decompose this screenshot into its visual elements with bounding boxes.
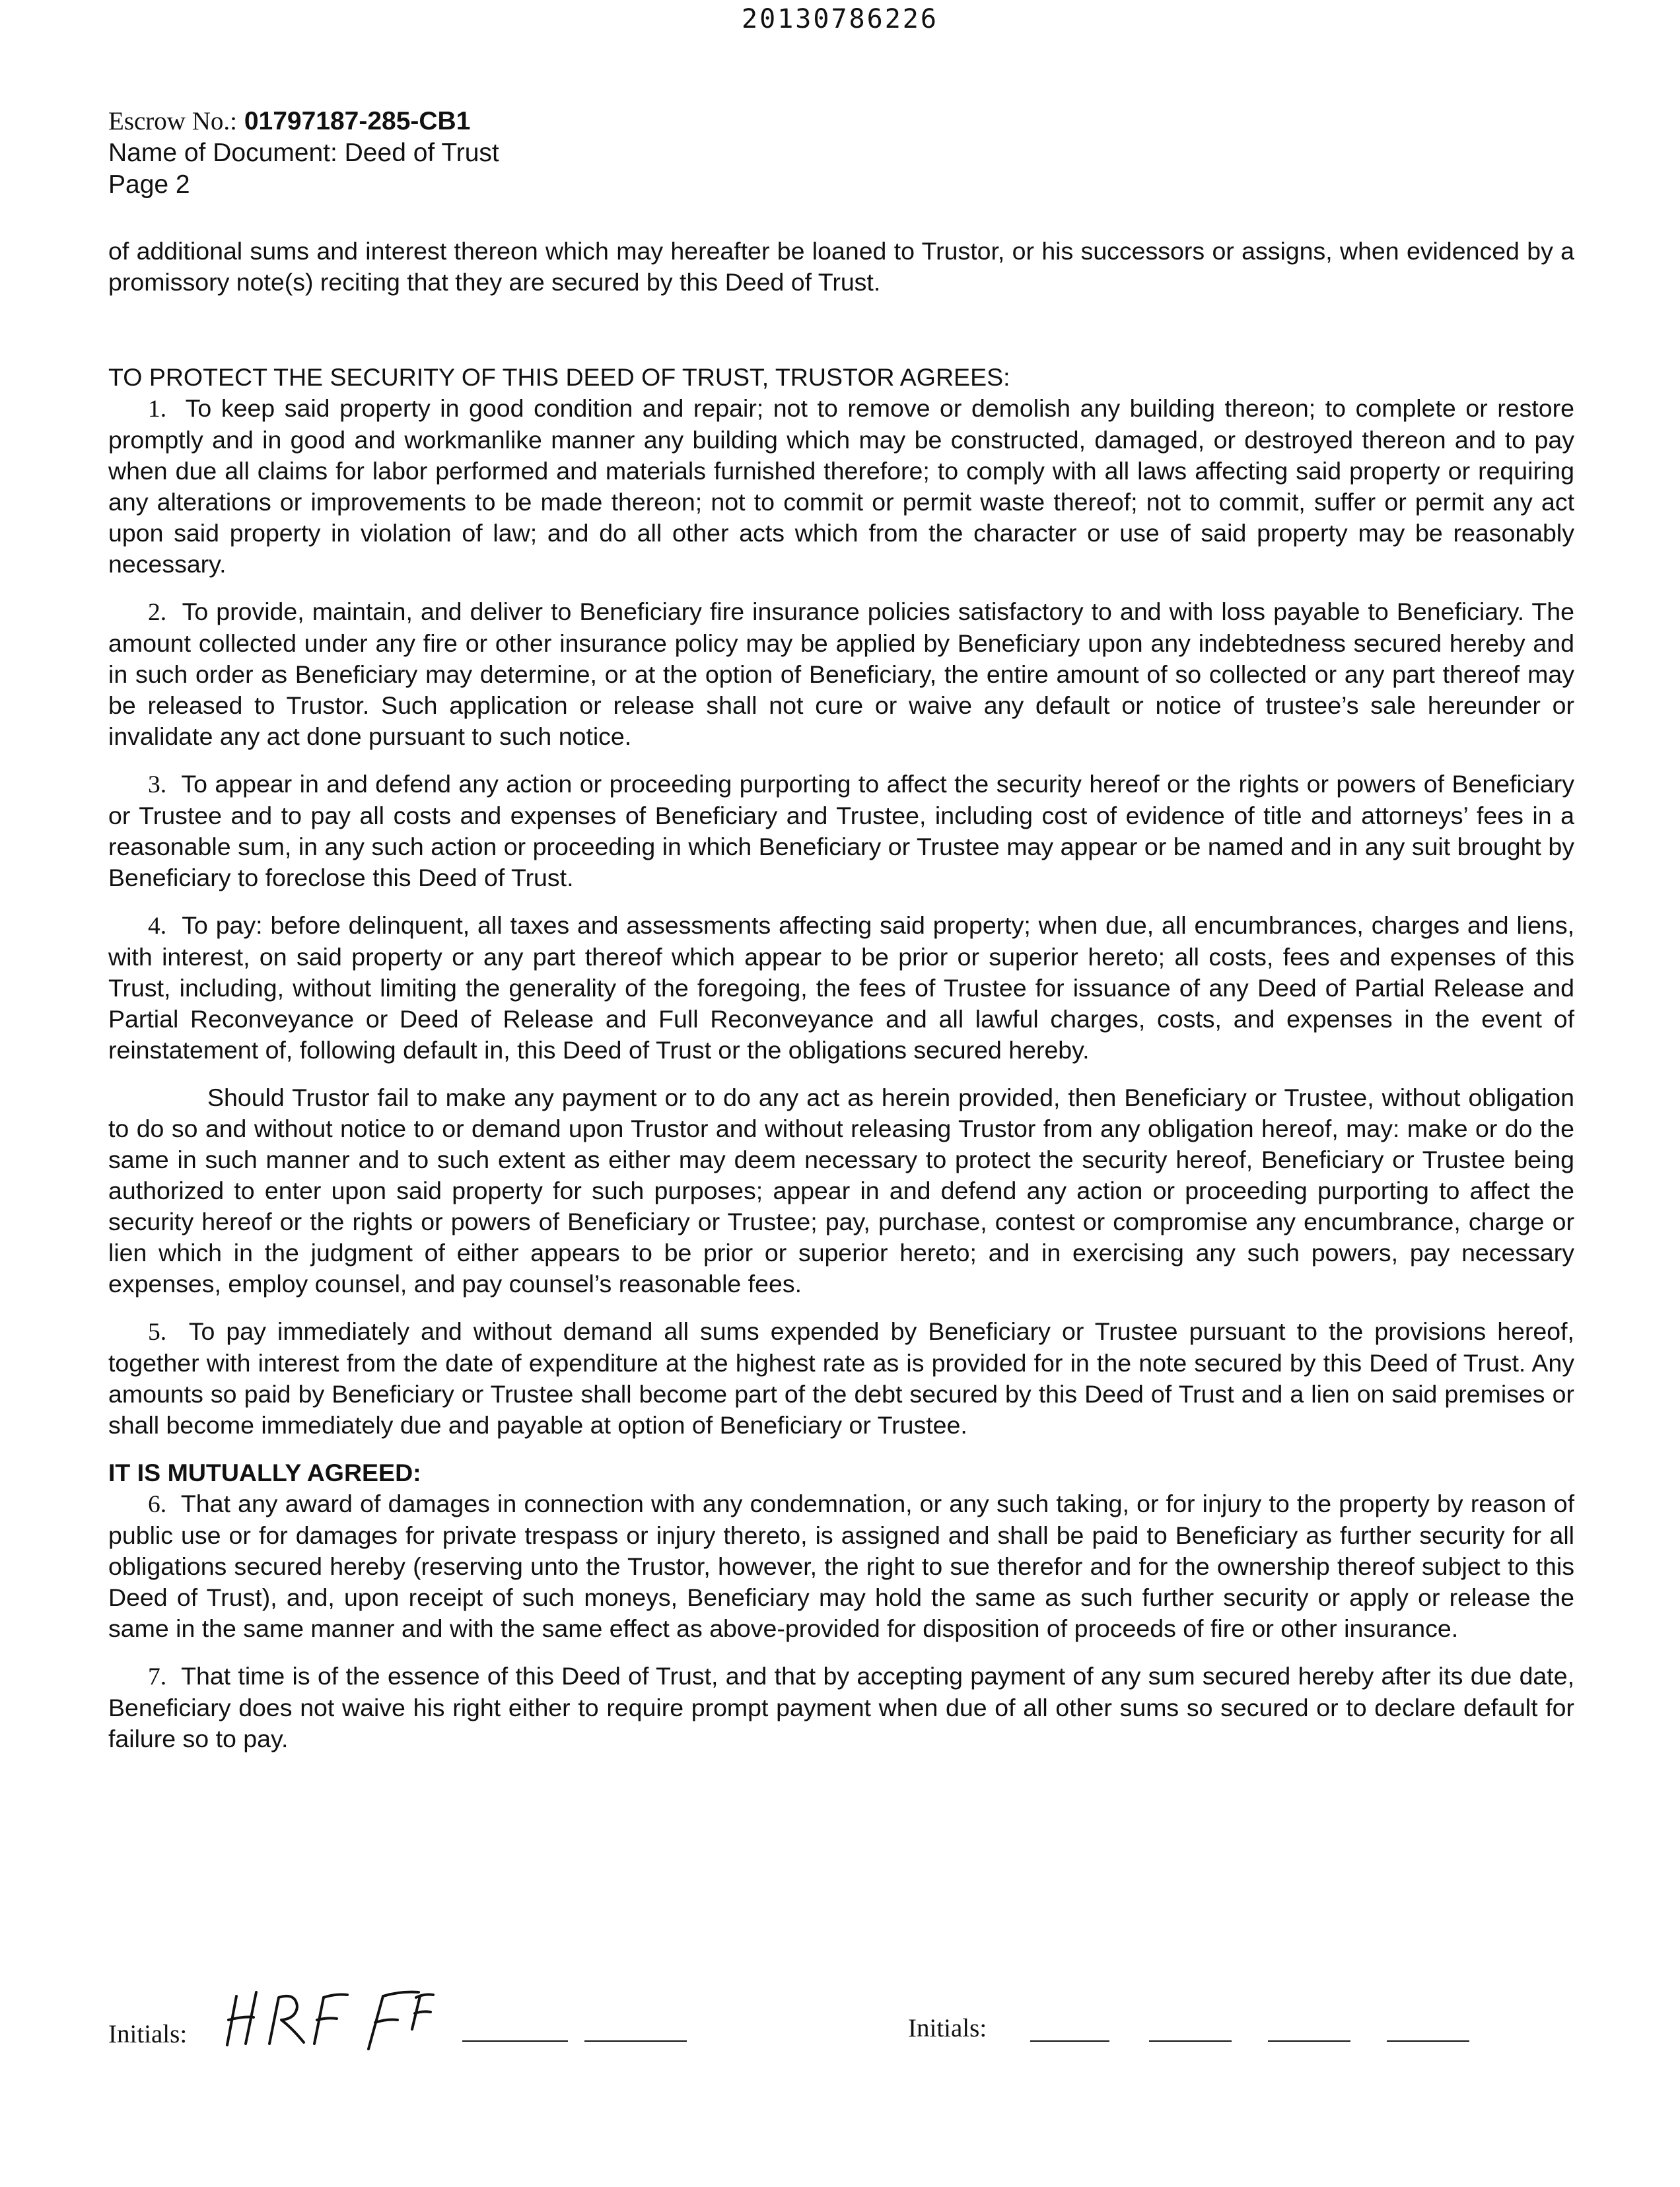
clause-number: 7.	[148, 1663, 167, 1690]
page-number: Page 2	[108, 170, 190, 199]
clause-number: 3.	[148, 771, 167, 798]
clause-number: 6.	[148, 1491, 167, 1518]
clause-number: 5.	[148, 1319, 167, 1346]
clause-3	[108, 769, 1574, 893]
clause-text: To pay immediately and without demand all sums expended by Beneficiary or Trustee pursuant to the provisions hereof, together with interest from the date of expenditure at the highest rate as is provided for in the note secured by this Deed of Trust. Any amounts so paid by Beneficiary or Trustee shall become part of the debt secured by this Deed of Trust and a lien on said premises or shall become immediately due and payable at option of Beneficiary or Trustee.	[108, 1317, 1574, 1439]
clause-text: That time is of the essence of this Deed of Trust, and that by accepting payment of any sum secured hereby after its due date, Beneficiary does not waive his right either to require prompt payment when due of all other sums so secured or to declare default for failure so to pay.	[108, 1662, 1574, 1753]
escrow-line	[108, 106, 470, 137]
clause-text: To keep said property in good condition and repair; not to remove or demolish any building thereon; to complete or restore promptly and in good and workmanlike manner any building which may be constructed, damaged, or destroyed thereon and to pay when due all claims for labor performed and materials furnished therefore; to comply with all laws affecting said property or requiring any alterations or improvements to be made thereon; not to commit or permit waste thereof; not to commit, suffer or permit any act upon said property in violation of law; and do all other acts which from the character or use of said property may be reasonably necessary.	[108, 394, 1574, 578]
initials-right-label: Initials:	[908, 2014, 987, 2042]
clause-4	[108, 910, 1574, 1066]
main-body	[108, 362, 1574, 1754]
clause-number: 2.	[148, 599, 167, 626]
initials-line	[1387, 2040, 1469, 2042]
record-number: 20130786226	[742, 4, 938, 34]
handwritten-initials-signature	[218, 1978, 469, 2054]
clause-text: To provide, maintain, and deliver to Beneficiary fire insurance policies satisfactory to and with loss payable to Beneficiary. The amount collected under any fire or other insurance policy may be applied by Beneficiary upon any indebtedness secured hereby and in such order as Beneficiary may determine, or at the option of Beneficiary, the entire amount of so collected or any part thereof may be released to Trustor. Such application or release shall not cure or waive any default or notice of trustee’s sale hereunder or invalidate any act done pursuant to such notice.	[108, 598, 1574, 750]
clause-1	[108, 393, 1574, 580]
escrow-number: 01797187-285-CB1	[244, 107, 471, 135]
initials-line	[584, 2040, 687, 2042]
initials-line	[462, 2040, 568, 2042]
clause-text: To pay: before delinquent, all taxes and assessments affecting said property; when due, all encumbrances, charges and liens, with interest, on said property or any part thereof which appear to be prior or superior hereto; all costs, fees and expenses of this Trust, including, without limiting the generality of the foregoing, the fees of Trustee for issuance of any Deed of Partial Release and Partial Reconveyance or Deed of Release and Full Reconveyance and all lawful charges, costs, and expenses in the event of reinstatement of, following default in, this Deed of Trust or the obligations secured hereby.	[108, 911, 1574, 1064]
clause-number: 4.	[148, 913, 167, 940]
clause-text: That any award of damages in connection with any condemnation, or any such taking, or for injury to the property by reason of public use or for damages for private trespass or injury thereto, is assigned and shall be paid to Beneficiary as further security for all obligations secured hereby (reserving unto the Trustor, however, the right to sue therefor and for the ownership thereof subject to this Deed of Trust), and, upon receipt of such moneys, Beneficiary may hold the same as such further security or apply or release the same in the same manner and with the same effect as above-provided for disposition of proceeds of fire or other insurance.	[108, 1490, 1574, 1642]
section-title-mutually-agreed: IT IS MUTUALLY AGREED:	[108, 1459, 421, 1486]
clause-6	[108, 1488, 1574, 1644]
intro-paragraph: of additional sums and interest thereon which may hereafter be loaned to Trustor, or his successors or assigns, when evidenced by a promissory note(s) reciting that they are secured by this Deed of Trust.	[108, 237, 1574, 296]
clause-2	[108, 596, 1574, 752]
should-trustor-fail-paragraph: Should Trustor fail to make any payment or to do any act as herein provided, then Beneficiary or Trustee, without obligation to do so and without notice to or demand upon Trustor and without releasing Trustor from any obligation hereof, may: make or do the same in such manner and to such extent as either may deem necessary to protect the security hereof, Beneficiary or Trustee being authorized to enter upon said property for such purposes; appear in and defend any action or proceeding purporting to affect the security hereof or the rights or powers of Beneficiary or Trustee; pay, purchase, contest or compromise any encumbrance, charge or lien which in the judgment of either appears to be prior or superior hereto; and in exercising any such powers, pay necessary expenses, employ counsel, and pay counsel’s reasonable fees.	[108, 1084, 1574, 1298]
initials-line	[1149, 2040, 1232, 2042]
initials-left-label: Initials:	[108, 2020, 188, 2048]
section-title-trustor-agrees: TO PROTECT THE SECURITY OF THIS DEED OF TRUST, TRUSTOR AGREES:	[108, 363, 1010, 391]
clause-number: 1.	[148, 396, 167, 423]
clause-7	[108, 1661, 1574, 1754]
clause-5	[108, 1316, 1574, 1441]
clause-text: To appear in and defend any action or proceeding purporting to affect the security hereof or the rights or powers of Beneficiary or Trustee and to pay all costs and expenses of Beneficiary and Trustee, including cost of evidence of title and attorneys’ fees in a reasonable sum, in any such action or proceeding in which Beneficiary or Trustee may appear or be named and in any suit brought by Beneficiary to foreclose this Deed of Trust.	[108, 770, 1574, 891]
escrow-label: Escrow No.:	[108, 107, 237, 135]
document-name: Name of Document: Deed of Trust	[108, 139, 499, 167]
initials-line	[1030, 2040, 1109, 2042]
initials-line	[1268, 2040, 1350, 2042]
